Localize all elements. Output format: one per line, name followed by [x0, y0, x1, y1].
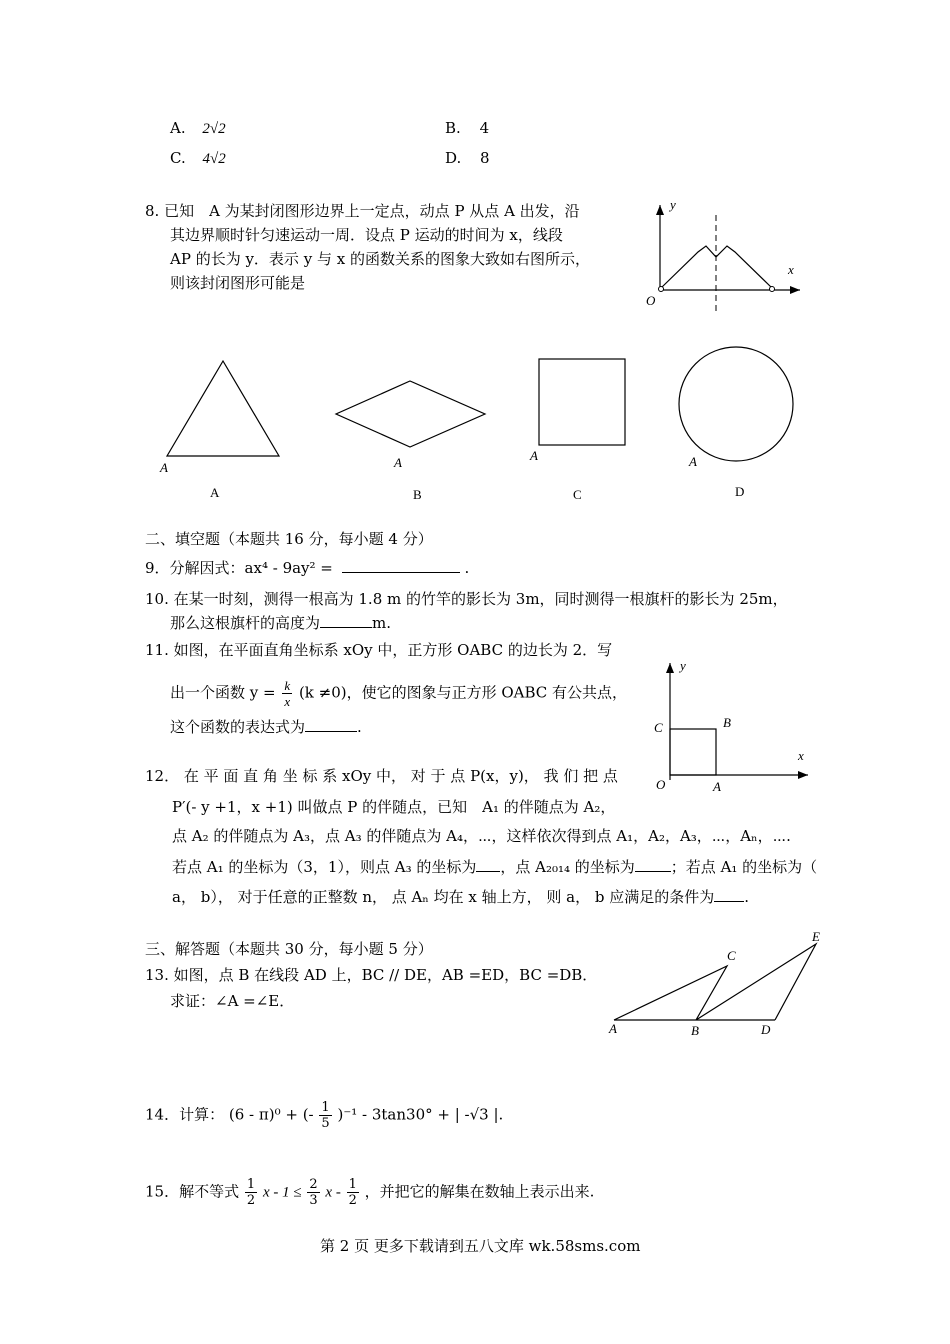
q11-o-label: O — [656, 777, 666, 792]
q11-fraction — [282, 678, 292, 709]
q13-d-label: D — [761, 1022, 771, 1037]
shape-circle — [672, 343, 802, 473]
q11-line1: 11. 如图，在平面直角坐标系 xOy 中，正方形 OABC 的边长为 2．写 — [145, 641, 613, 659]
q11-line3-text: 这个函数的表达式为 — [170, 718, 306, 736]
graph-start-point — [659, 287, 664, 292]
q12-line4-b: ，点 A₂₀₁₄ 的坐标为 — [500, 858, 635, 876]
q15-f3-num: 1 — [348, 1177, 357, 1192]
q11-blank — [305, 717, 357, 732]
q8-line3: AP 的长为 y．表示 y 与 x 的函数关系的图象大致如右图所示， — [170, 250, 590, 268]
option-c — [170, 148, 226, 169]
q12-line4-c: ；若点 A₁ 的坐标为（ — [670, 858, 818, 876]
q12-blank-1 — [476, 857, 500, 872]
shape-square — [528, 353, 633, 468]
q15 — [145, 1177, 594, 1208]
q9-blank — [342, 558, 460, 573]
graph-origin-label: O — [646, 293, 656, 308]
q12-line5 — [172, 887, 749, 907]
q11-x-label: x — [798, 748, 804, 763]
option-a-value: 2√2 — [202, 121, 226, 137]
q13-line2: 求证：∠A =∠E． — [170, 992, 295, 1010]
graph-end-point — [770, 287, 775, 292]
choice-b-label: B — [413, 487, 422, 502]
q11-func-cond: (k ≠0)，使它的图象与正方形 OABC 有公共点， — [298, 683, 628, 702]
q8-function-graph — [640, 195, 810, 315]
q13-e-label: E — [812, 929, 820, 944]
q14 — [145, 1100, 503, 1131]
q13-figure — [600, 925, 830, 1040]
q15-f1-den: 2 — [246, 1193, 256, 1208]
q11-b-label: B — [723, 715, 731, 730]
q11-square — [670, 729, 716, 775]
q15-f3-den: 2 — [348, 1193, 357, 1208]
section3-heading: 三、解答题（本题共 30 分，每小题 5 分） — [145, 940, 433, 958]
q13-triangles — [614, 944, 816, 1020]
q8-line2: 其边界顺时针匀速运动一周．设点 P 运动的时间为 x，线段 — [170, 226, 563, 244]
q8-line4: 则该封闭图形可能是 — [170, 274, 306, 292]
q15-frac-1 — [245, 1177, 257, 1208]
rhombus-point-label: A — [394, 455, 402, 470]
q12-line2: P′(- y +1，x +1) 叫做点 P 的伴随点，已知 A₁ 的伴随点为 A₂， — [172, 798, 616, 816]
q14-label: 14．计算： — [145, 1105, 225, 1124]
q9 — [145, 558, 469, 578]
shape-triangle — [158, 355, 288, 475]
option-d-label: D. — [445, 149, 462, 167]
q14-fraction — [319, 1100, 331, 1131]
q15-tail: ，并把它的解集在数轴上表示出来. — [364, 1182, 595, 1201]
q12-blank-3 — [714, 887, 744, 902]
square-point-label: A — [530, 448, 538, 463]
shape-rhombus — [330, 375, 495, 475]
q11-frac-den: x — [284, 694, 291, 709]
q11-square-figure — [650, 655, 820, 795]
q13-c-label: C — [727, 948, 736, 963]
section2-heading: 二、填空题（本题共 16 分，每小题 4 分） — [145, 530, 433, 548]
q14-expr-b: )⁻¹ - 3tan30° + | -√3 |. — [337, 1105, 504, 1124]
q13-a-label: A — [609, 1021, 617, 1036]
option-b-label: B. — [445, 119, 461, 137]
q15-mid1: x - 1 ≤ — [262, 1184, 302, 1201]
q10-line2-text: 那么这根旗杆的高度为 — [170, 614, 321, 632]
q12-line1: 12． 在 平 面 直 角 坐 标 系 xOy 中， 对 于 点 P(x，y)， 我 们 把 点 — [145, 767, 618, 785]
option-b-value: 4 — [479, 119, 490, 137]
q12-line4 — [172, 857, 817, 877]
q15-mid2: x - — [325, 1184, 341, 1201]
q11-func-text: 出一个函数 y = — [170, 683, 276, 702]
q13-b-label: B — [691, 1023, 699, 1038]
q11-x-arrow-icon — [798, 771, 808, 779]
option-d-value: 8 — [480, 149, 490, 167]
q12-line5-a: a， b）， 对于任意的正整数 n， 点 Aₙ 均在 x 轴上方， 则 a， b 应满足的条件为 — [172, 888, 715, 906]
q8-line1: 8. 已知 A 为某封闭图形边界上一定点，动点 P 从点 A 出发，沿 — [145, 202, 580, 220]
q11-a-label: A — [713, 779, 721, 794]
page-footer: 第 2 页 更多下载请到五八文库 wk.58sms.com — [320, 1237, 641, 1255]
choice-a-label: A — [210, 485, 220, 500]
q12-line5-end: . — [744, 888, 750, 906]
q12-blank-2 — [635, 857, 671, 872]
option-c-label: C. — [170, 149, 186, 167]
option-a-label: A. — [170, 119, 186, 137]
q11-end: . — [357, 718, 362, 736]
q9-end: . — [464, 559, 470, 577]
q10-line2 — [170, 613, 391, 633]
circle-point-label: A — [689, 454, 697, 469]
q13-line1: 13. 如图，点 B 在线段 AD 上，BC // DE，AB =ED，BC =DB． — [145, 966, 598, 984]
q15-frac-2 — [307, 1177, 319, 1208]
q11-line2 — [170, 678, 627, 709]
q12-line3: 点 A₂ 的伴随点为 A₃，点 A₃ 的伴随点为 A₄，⋯，这样依次得到点 A₁，A₂，A₃，⋯，Aₙ，⋯. — [172, 827, 791, 845]
q10-blank — [320, 613, 372, 628]
q11-c-label: C — [654, 720, 663, 735]
q15-f2-den: 3 — [309, 1193, 318, 1208]
q15-f2-num: 2 — [309, 1177, 318, 1192]
q14-frac-num: 1 — [321, 1100, 330, 1115]
option-c-value: 4√2 — [202, 151, 226, 167]
q9-text: 9．分解因式：ax⁴ - 9ay² = — [145, 559, 333, 577]
choice-d-label: D — [735, 484, 745, 499]
q10-line1: 10. 在某一时刻，测得一根高为 1.8 m 的竹竿的影长为 3m，同时测得一根旗杆的影长为 25m， — [145, 590, 788, 608]
option-b — [445, 118, 489, 138]
option-a — [170, 118, 226, 139]
q11-line3 — [170, 717, 362, 737]
q14-expr-a: (6 - π)⁰ + (- — [228, 1105, 314, 1124]
choice-c-label: C — [573, 487, 582, 502]
x-arrow-icon — [790, 286, 800, 294]
q15-f1-num: 1 — [246, 1177, 256, 1192]
option-d — [445, 148, 490, 168]
q15-label: 15．解不等式 — [145, 1182, 240, 1201]
graph-x-label: x — [788, 262, 794, 277]
q11-frac-num: k — [284, 678, 291, 693]
q10-unit: m. — [372, 614, 392, 632]
y-arrow-icon — [656, 205, 664, 215]
q14-frac-den: 5 — [321, 1116, 330, 1131]
q11-y-arrow-icon — [666, 663, 674, 673]
q15-frac-3 — [347, 1177, 359, 1208]
triangle-point-label: A — [160, 460, 168, 475]
graph-y-label: y — [670, 197, 676, 212]
q12-line4-a: 若点 A₁ 的坐标为（3，1），则点 A₃ 的坐标为 — [172, 858, 477, 876]
q11-y-label: y — [680, 658, 686, 673]
